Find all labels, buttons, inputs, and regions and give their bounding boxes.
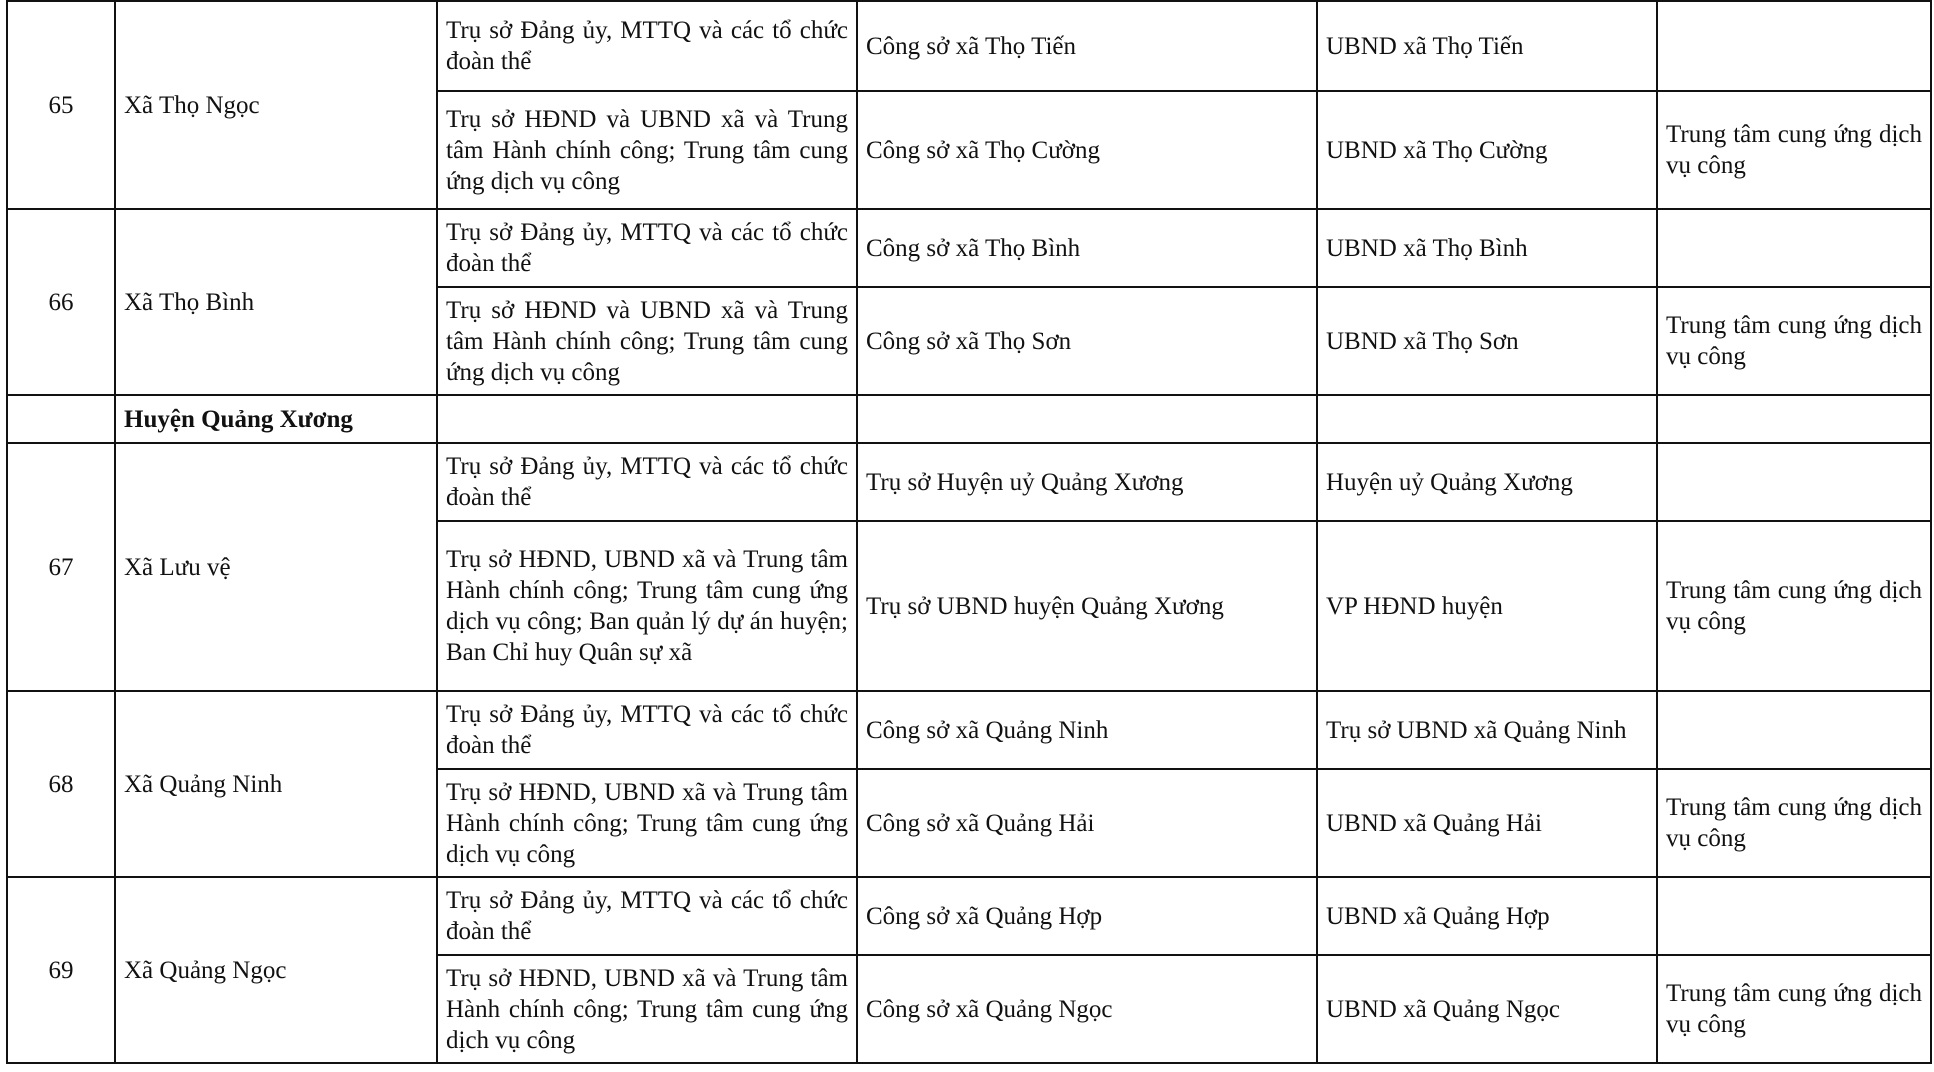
- note: [1657, 877, 1931, 955]
- note: Trung tâm cung ứng dịch vụ công: [1657, 91, 1931, 209]
- managing-unit: UBND xã Thọ Tiến: [1317, 1, 1657, 91]
- office-description: Trụ sở HĐND, UBND xã và Trung tâm Hành chính công; Trung tâm cung ứng dịch vụ công; Ban quản lý dự án huyện; Ban Chỉ huy Quân sự xã: [437, 521, 857, 691]
- row-number: 65: [7, 1, 115, 209]
- office-location: Công sở xã Quảng Ninh: [857, 691, 1317, 769]
- office-location: Công sở xã Thọ Tiến: [857, 1, 1317, 91]
- managing-unit: UBND xã Quảng Ngọc: [1317, 955, 1657, 1063]
- office-description: Trụ sở Đảng ủy, MTTQ và các tổ chức đoàn thể: [437, 877, 857, 955]
- managing-unit: UBND xã Thọ Cường: [1317, 91, 1657, 209]
- office-description: Trụ sở HĐND, UBND xã và Trung tâm Hành chính công; Trung tâm cung ứng dịch vụ công: [437, 769, 857, 877]
- table-row: [7, 877, 1931, 955]
- office-location: Công sở xã Thọ Sơn: [857, 287, 1317, 395]
- office-location: Công sở xã Thọ Cường: [857, 91, 1317, 209]
- note: [1657, 209, 1931, 287]
- managing-unit: UBND xã Quảng Hợp: [1317, 877, 1657, 955]
- note: Trung tâm cung ứng dịch vụ công: [1657, 287, 1931, 395]
- note: Trung tâm cung ứng dịch vụ công: [1657, 955, 1931, 1063]
- managing-unit: Trụ sở UBND xã Quảng Ninh: [1317, 691, 1657, 769]
- office-description: Trụ sở HĐND và UBND xã và Trung tâm Hành chính công; Trung tâm cung ứng dịch vụ công: [437, 287, 857, 395]
- table-row: [7, 209, 1931, 287]
- managing-unit: UBND xã Thọ Sơn: [1317, 287, 1657, 395]
- row-number: 67: [7, 443, 115, 691]
- commune-office-table: [6, 0, 1932, 1064]
- office-location: Công sở xã Quảng Hợp: [857, 877, 1317, 955]
- office-location: Công sở xã Thọ Bình: [857, 209, 1317, 287]
- row-number: 68: [7, 691, 115, 877]
- district-heading: Huyện Quảng Xương: [115, 395, 437, 443]
- note: Trung tâm cung ứng dịch vụ công: [1657, 769, 1931, 877]
- row-number: 69: [7, 877, 115, 1063]
- office-description: Trụ sở Đảng ủy, MTTQ và các tổ chức đoàn thể: [437, 209, 857, 287]
- commune-name: Xã Thọ Bình: [115, 209, 437, 395]
- office-description: Trụ sở HĐND, UBND xã và Trung tâm Hành chính công; Trung tâm cung ứng dịch vụ công: [437, 955, 857, 1063]
- office-description: Trụ sở Đảng ủy, MTTQ và các tổ chức đoàn thể: [437, 443, 857, 521]
- note: Trung tâm cung ứng dịch vụ công: [1657, 521, 1931, 691]
- managing-unit: VP HĐND huyện: [1317, 521, 1657, 691]
- commune-name: Xã Lưu vệ: [115, 443, 437, 691]
- office-location: Trụ sở Huyện uỷ Quảng Xương: [857, 443, 1317, 521]
- commune-name: Xã Quảng Ngọc: [115, 877, 437, 1063]
- row-number: 66: [7, 209, 115, 395]
- note: [1657, 691, 1931, 769]
- table-row: [7, 443, 1931, 521]
- office-description: Trụ sở HĐND và UBND xã và Trung tâm Hành chính công; Trung tâm cung ứng dịch vụ công: [437, 91, 857, 209]
- managing-unit: UBND xã Thọ Bình: [1317, 209, 1657, 287]
- table-row: [7, 1, 1931, 91]
- commune-name: Xã Quảng Ninh: [115, 691, 437, 877]
- office-description: Trụ sở Đảng ủy, MTTQ và các tổ chức đoàn thể: [437, 691, 857, 769]
- office-location: Trụ sở UBND huyện Quảng Xương: [857, 521, 1317, 691]
- managing-unit: UBND xã Quảng Hải: [1317, 769, 1657, 877]
- office-location: Công sở xã Quảng Hải: [857, 769, 1317, 877]
- office-location: Công sở xã Quảng Ngọc: [857, 955, 1317, 1063]
- note: [1657, 1, 1931, 91]
- commune-name: Xã Thọ Ngọc: [115, 1, 437, 209]
- note: [1657, 443, 1931, 521]
- office-description: Trụ sở Đảng ủy, MTTQ và các tổ chức đoàn thể: [437, 1, 857, 91]
- table-row: [7, 691, 1931, 769]
- managing-unit: Huyện uỷ Quảng Xương: [1317, 443, 1657, 521]
- section-row: [7, 395, 1931, 443]
